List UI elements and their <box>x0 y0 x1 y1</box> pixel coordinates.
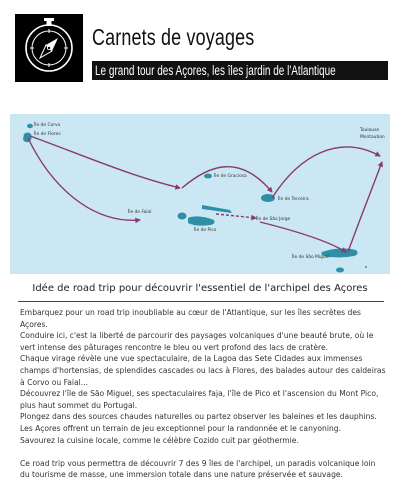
map-label-flores: Île de Flores <box>34 132 61 137</box>
compass-icon <box>15 14 83 82</box>
map-label-corvo: Île de Corvo <box>34 123 61 128</box>
paragraph: Ce road trip vous permettra de découvrir 7 des 9 îles de l'archipel, un paradis volcanique loin du tourisme de masse, une immersion totale dans une nature préservée et sauvage. <box>20 458 376 480</box>
subtitle-banner <box>92 61 388 80</box>
paragraph: Découvrez l'île de São Miguel, ses spectaculaires faja, l'île de Pico et l'ascension du Mont Pico, plus haut sommet du Portugal. <box>20 389 379 410</box>
paragraph: Chaque virage révèle une vue spectaculaire, de la Lagoa das Sete Cidades aux immenses champs d'hortensias, de splendides cascades ou lacs à Flores, des balades autour des caldeiras à Corvo ou Faial... <box>20 354 386 387</box>
paragraph: Conduire ici, c'est la liberté de parcourir des paysages volcaniques d'une beauté brute, où le vert intense des pâturages rencontre le bleu ou vert profond des lacs de cratère. <box>20 331 374 352</box>
paragraph: Plongez dans des sources chaudes naturelles ou partez observer les baleines et les dauphins. <box>20 412 377 422</box>
description <box>20 307 386 481</box>
compass-logo <box>15 14 83 82</box>
map-label-terceira: Île de Terceira <box>278 197 309 202</box>
map-label-mainland-2: Montauban <box>360 135 385 140</box>
island-faial <box>178 213 187 220</box>
island-corvo <box>27 124 33 128</box>
paragraph: Embarquez pour un road trip inoubliable au cœur de l'Atlantique, sur les îles secrètes des Açores. <box>20 308 361 329</box>
island-dot <box>365 266 367 268</box>
island-graciosa <box>204 174 212 179</box>
route-map <box>10 114 390 274</box>
map-label-pico: Île de Pico <box>194 228 217 233</box>
route-map-svg <box>10 114 390 274</box>
map-label-sao-miguel: Île de São Miguel <box>292 255 330 260</box>
island-terceira <box>261 194 275 202</box>
map-label-graciosa: Île de Graciosa <box>214 174 247 179</box>
subtitle-text: Le grand tour des Açores, les îles jardin de l'Atlantique <box>95 63 336 78</box>
map-label-sao-jorge: Île de São Jorge <box>256 217 291 222</box>
brand-title: Carnets de voyages <box>92 24 255 50</box>
divider <box>18 301 384 302</box>
map-label-mainland-1: Toulouse <box>360 128 380 133</box>
map-label-faial: Île de Faial <box>128 210 152 215</box>
paragraph: Les Açores offrent un terrain de jeu exceptionnel pour la randonnée et le canyoning. <box>20 423 341 433</box>
map-caption: Idée de road trip pour découvrir l'essentiel de l'archipel des Açores <box>32 283 368 294</box>
island-santa-maria <box>336 268 344 273</box>
paragraph: Savourez la cuisine locale, comme le célèbre Cozido cuit par géothermie. <box>20 435 299 445</box>
